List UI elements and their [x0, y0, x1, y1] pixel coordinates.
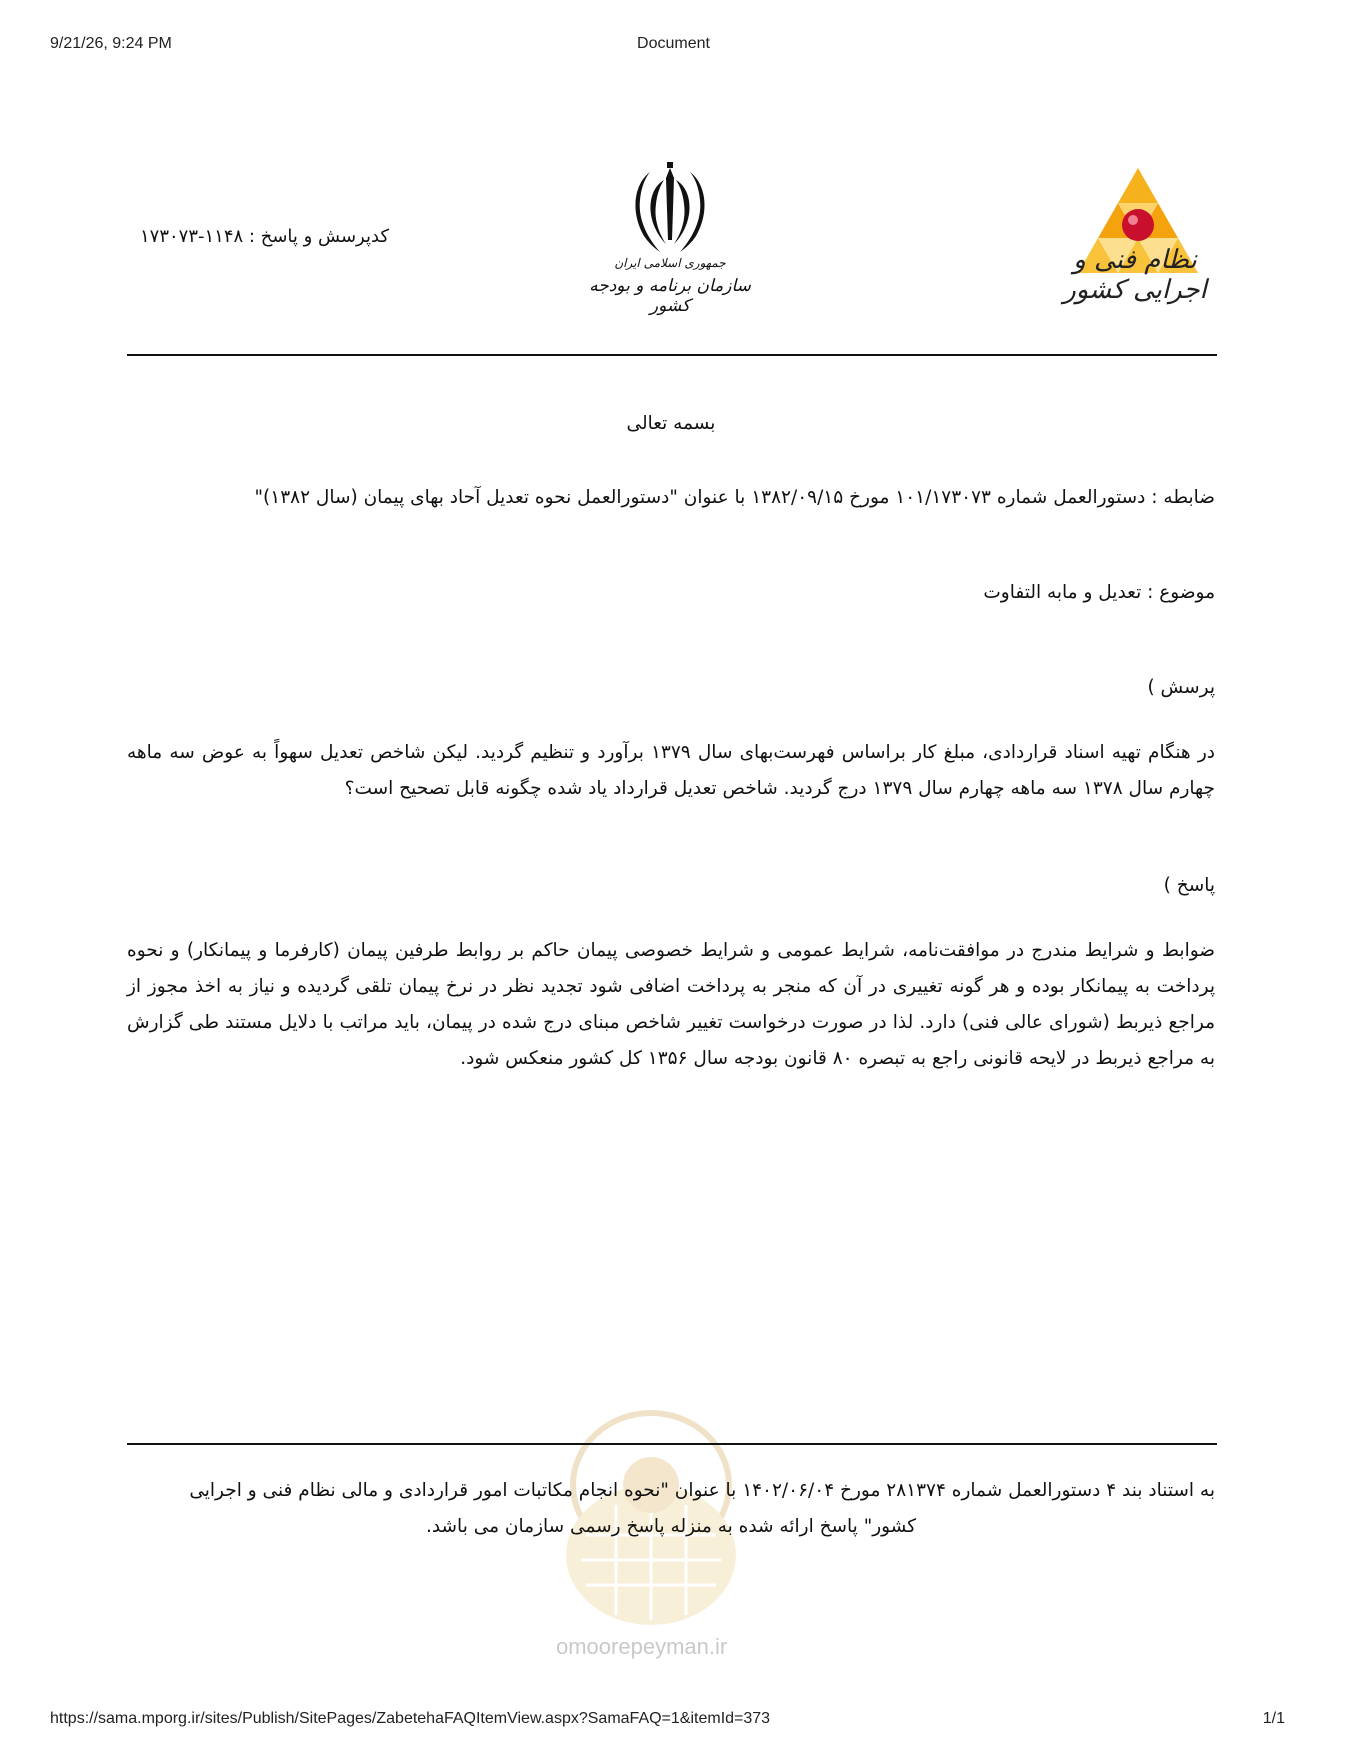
emblem-caption-organization: سازمان برنامه و بودجه کشور [589, 276, 751, 316]
print-datetime: 9/21/26, 9:24 PM [50, 35, 172, 52]
print-url: https://sama.mporg.ir/sites/Publish/SitePages/ZabetehaFAQItemView.aspx?SamaFAQ=1&itemId=373 [50, 1710, 771, 1727]
footer-note-line2: کشور" پاسخ ارائه شده به منزله پاسخ رسمی سازمان می باشد. [425, 1516, 917, 1537]
technical-system-logo-text: نظام فنی و اجرایی کشور [1063, 245, 1207, 305]
subject-line: موضوع : تعدیل و مابه التفاوت [983, 582, 1215, 603]
answer-heading: پاسخ ) [1163, 875, 1215, 896]
answer-text: ضوابط و شرایط مندرج در موافقت‌نامه، شرایط عمومی و شرایط خصوصی پیمان حاکم بر روابط طرفین پیمان (کارفرما و پیمانکار) و نحوه پرداخت به پیمانکار بوده و هر گونه تغییری در آن که منجر به پرداخت اضافی شود تجدید نظر در نرخ پیمان تلقی گردیده و نیاز به اخذ مجوز از مراجع ذیربط (شورای عالی فنی) دارد. لذا در صورت درخواست تغییر شاخص مبنای درج شده در پیمان، باید مراتب با دلایل مستند طی گزارش به مراجع ذیربط در لایحه قانونی راجع به تبصره ۸۰ قانون بودجه سال ۱۳۵۶ کل کشور منعکس شود. [127, 940, 1215, 1069]
iran-emblem-icon [620, 160, 720, 255]
print-title: Document [637, 35, 710, 52]
header-divider [127, 354, 1217, 356]
emblem-caption-republic: جمهوری اسلامی ایران [614, 256, 726, 270]
question-text: در هنگام تهیه اسناد قراردادی، مبلغ کار براساس فهرست‌بهای سال ۱۳۷۹ برآورد و تنظیم گردید. لیکن شاخص تعدیل سهواً به عوض سه ماهه چهارم سال ۱۳۷۸ سه ماهه چهارم سال ۱۳۷۹ درج گردید. شاخص تعدیل قرارداد یاد شده چگونه قابل تصحیح است؟ [127, 742, 1215, 799]
footer-note-line1: به استناد بند ۴ دستورالعمل شماره ۲۸۱۳۷۴ مورخ ۱۴۰۲/۰۶/۰۴ با عنوان "نحوه انجام مکاتبات امور قراردادی و مالی نظام فنی و اجرایی [189, 1480, 1215, 1501]
print-page-number: 1/1 [1262, 1710, 1285, 1727]
footer-divider [127, 1443, 1217, 1445]
question-heading: پرسش ) [1147, 677, 1215, 698]
regulation-line: ضابطه : دستورالعمل شماره ۱۰۱/۱۷۳۰۷۳ مورخ ۱۳۸۲/۰۹/۱۵ با عنوان "دستورالعمل نحوه تعدیل آحاد بهای پیمان (سال ۱۳۸۲)" [254, 487, 1215, 508]
watermark-site: omoorepeyman.ir [556, 1634, 728, 1659]
bismillah: بسمه تعالی [626, 413, 716, 434]
faq-code: کدپرسش و پاسخ : ۱۱۴۸-۱۷۳۰۷۳ [140, 226, 390, 247]
